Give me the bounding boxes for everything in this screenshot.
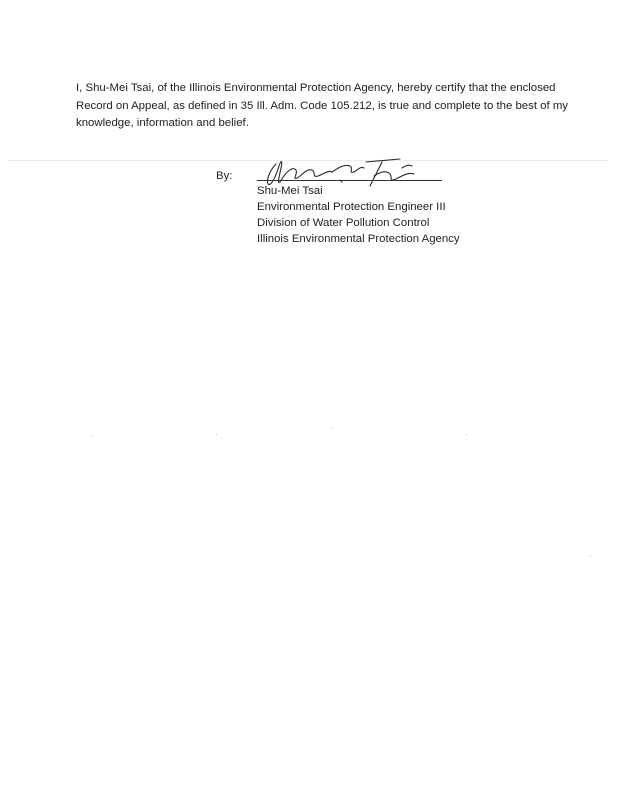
scan-speck bbox=[466, 434, 467, 435]
scan-speck bbox=[332, 428, 333, 429]
scan-speck bbox=[92, 436, 93, 437]
signer-title: Environmental Protection Engineer III bbox=[257, 201, 446, 213]
signer-division: Division of Water Pollution Control bbox=[257, 217, 430, 229]
signer-agency: Illinois Environmental Protection Agency bbox=[257, 233, 460, 245]
by-label: By: bbox=[216, 170, 233, 182]
scan-speck bbox=[590, 556, 591, 557]
certification-statement: I, Shu-Mei Tsai, of the Illinois Environmental Protection Agency, hereby certify that the enclosed Record on Appeal, as defined in 35 Ill. Adm. Code 105.212, is true and complete to the best of my knowledge, information and belief. bbox=[76, 82, 568, 129]
scan-speck bbox=[216, 434, 217, 435]
signer-block bbox=[257, 183, 460, 247]
signature-line bbox=[257, 180, 442, 181]
signer-name: Shu-Mei Tsai bbox=[257, 185, 323, 197]
